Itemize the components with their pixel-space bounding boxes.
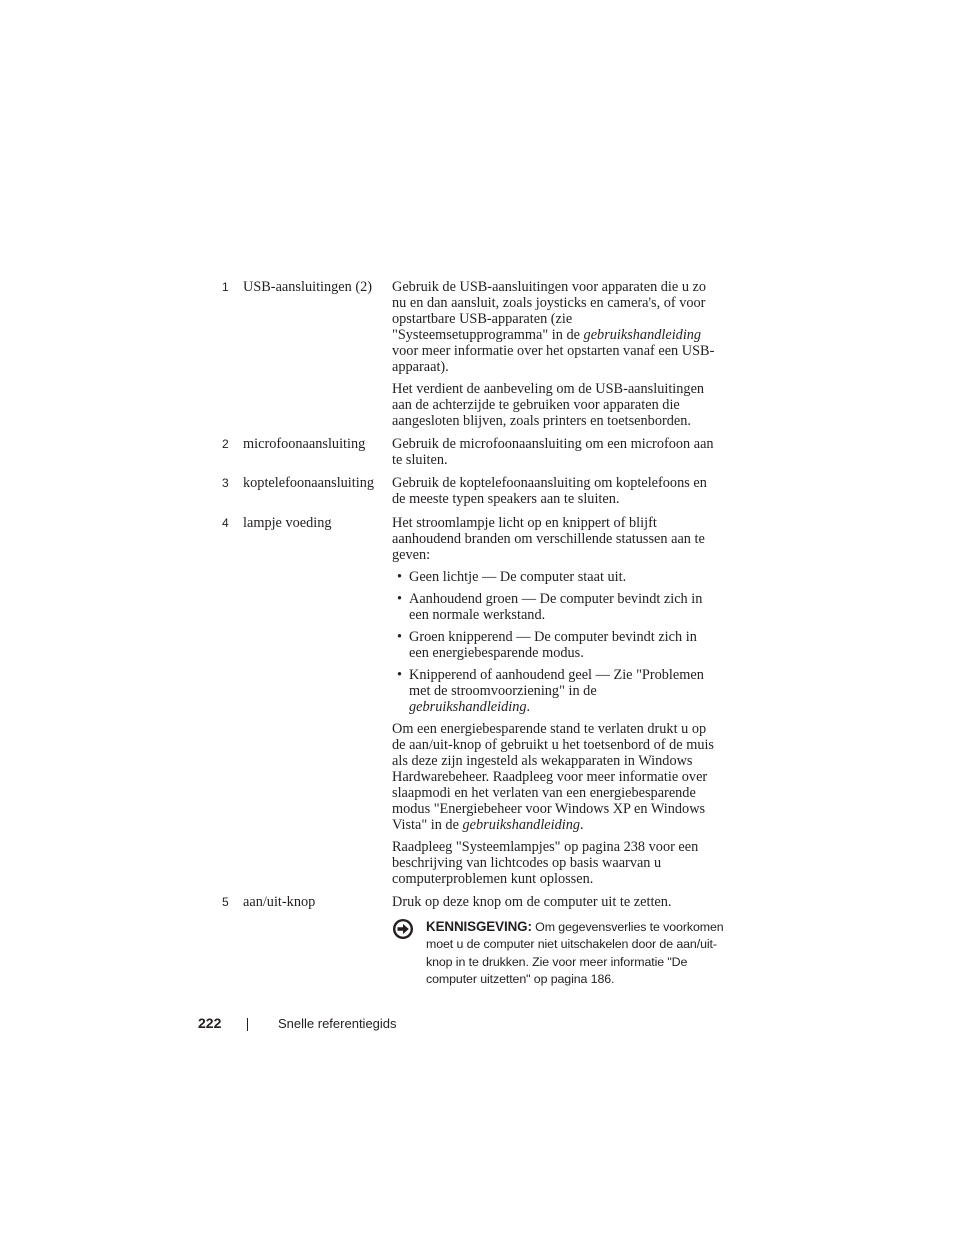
description-paragraph: Het verdient de aanbeveling om de USB-aansluitingen aan de achterzijde te gebruiken voor apparaten die aangesloten blijven, zoals printers en toetsenborden. <box>392 381 705 429</box>
description-paragraph: Raadpleeg "Systeemlampjes" op pagina 238 voor een beschrijving van lichtcodes op basis waarvan u computerproblemen kunt oplossen. <box>392 839 699 887</box>
list-item: • Groen knipperend — De computer bevindt zich in een energiebesparende modus. <box>392 629 716 661</box>
connector-description <box>392 475 716 513</box>
status-list <box>392 569 716 715</box>
page-number: 222 <box>198 1015 222 1031</box>
description-paragraph: Gebruik de USB-aansluitingen voor apparaten die u zo nu en dan aansluit, zoals joysticks en camera's, of voor opstartbare USB-apparaten (zie "Systeemsetupprogramma" in de gebruikshandleiding voor meer informatie over het opstarten vanaf een USB-apparaat). <box>392 279 715 375</box>
connector-description <box>392 894 716 916</box>
connector-description <box>392 515 716 893</box>
footer-title: Snelle referentiegids <box>278 1016 397 1031</box>
connector-description <box>392 279 716 435</box>
description-paragraph: Gebruik de koptelefoonaansluiting om koptelefoons en de meeste typen speakers aan te sluiten. <box>392 475 707 507</box>
connector-description <box>392 436 716 474</box>
connector-name: USB-aansluitingen (2) <box>243 279 373 295</box>
connector-name: koptelefoonaansluiting <box>243 475 375 491</box>
footer-divider <box>247 1018 248 1031</box>
row-number: 4 <box>222 516 229 530</box>
row-number: 2 <box>222 437 229 451</box>
description-paragraph: Om een energiebesparende stand te verlaten drukt u op de aan/uit-knop of gebruikt u het toetsenbord of de muis als deze zijn ingesteld als wekapparaten in Windows Hardwarebeheer. Raadpleeg voor meer informatie over slaapmodi en het verlaten van een energiebesparende modus "Energiebeheer voor Windows XP en Windows Vista" in de gebruikshandleiding. <box>392 721 715 833</box>
connector-name: microfoonaansluiting <box>243 436 366 452</box>
row-number: 3 <box>222 476 229 490</box>
list-item: • Knipperend of aanhoudend geel — Zie "Problemen met de stroomvoorziening" in de gebruikshandleiding. <box>392 667 716 715</box>
notice-label: KENNISGEVING: <box>426 919 532 934</box>
notice-text <box>426 918 726 988</box>
row-number: 1 <box>222 280 229 294</box>
list-item: • Aanhoudend groen — De computer bevindt zich in een normale werkstand. <box>392 591 716 623</box>
row-number: 5 <box>222 895 229 909</box>
connector-name: lampje voeding <box>243 515 332 531</box>
description-paragraph: Gebruik de microfoonaansluiting om een microfoon aan te sluiten. <box>392 436 714 468</box>
notice-body: Om gegevensverlies te voorkomen moet u de computer niet uitschakelen door de aan/uit-knop in te drukken. Zie voor meer informatie "De computer uitzetten" op pagina 186. <box>426 920 724 986</box>
connector-name: aan/uit-knop <box>243 894 316 910</box>
list-item: • Geen lichtje — De computer staat uit. <box>392 569 716 585</box>
description-paragraph: Druk op deze knop om de computer uit te zetten. <box>392 894 672 910</box>
description-paragraph: Het stroomlampje licht op en knippert of blijft aanhoudend branden om verschillende statussen aan te geven: <box>392 515 705 563</box>
arrow-right-circle-icon <box>392 918 414 940</box>
page-footer <box>0 1015 954 1035</box>
